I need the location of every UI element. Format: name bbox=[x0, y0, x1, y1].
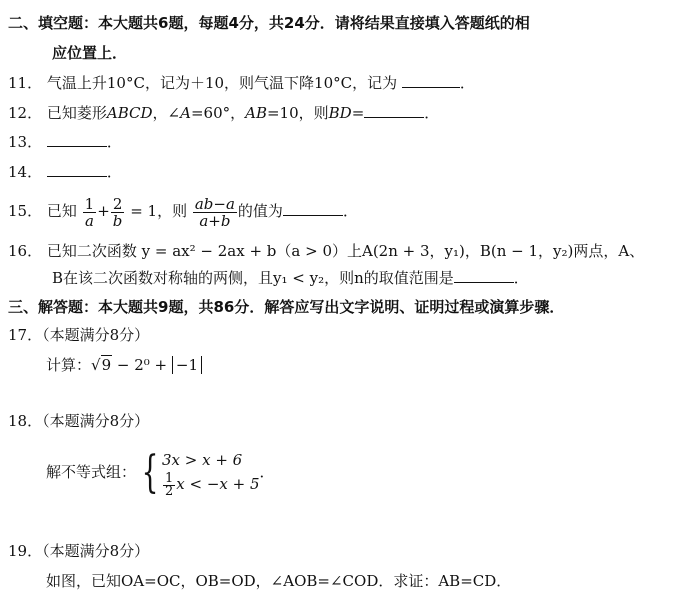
answer-blank bbox=[364, 103, 424, 118]
denominator: b bbox=[112, 211, 123, 230]
fraction-1-over-a bbox=[83, 196, 97, 229]
period: ． bbox=[106, 163, 122, 181]
math-var: BD bbox=[328, 104, 352, 122]
question-number: 13． bbox=[8, 133, 43, 151]
numerator: 1 bbox=[84, 194, 95, 213]
period: ． bbox=[424, 104, 440, 122]
fraction-2-over-b bbox=[111, 196, 125, 229]
question-14 bbox=[8, 162, 122, 182]
question-number: 11． bbox=[8, 74, 43, 92]
question-text: 气温上升10°C，记为＋10，则气温下降10°C，记为 bbox=[46, 74, 398, 92]
text-segment: = 1，则 bbox=[130, 202, 188, 220]
section2-header-line1: 二、填空题：本大题共6题，每题4分，共24分．请将结果直接填入答题纸的相 bbox=[8, 14, 530, 32]
question-text: 已知二次函数 y = ax² − 2ax + b（a > 0）上A(2n + 3，y₁)，B(n − 1，y₂)两点，A、 bbox=[46, 242, 645, 260]
question-19-body: 如图，已知OA=OC，OB=OD，∠AOB=∠COD．求证：AB=CD． bbox=[46, 572, 512, 590]
answer-blank bbox=[454, 268, 514, 283]
question-18-title bbox=[8, 411, 149, 431]
text-segment: =60°， bbox=[190, 104, 246, 122]
question-19-title bbox=[8, 541, 149, 561]
answer-blank bbox=[47, 132, 107, 147]
absolute-value: −1 bbox=[172, 356, 202, 374]
left-brace: { bbox=[141, 447, 159, 498]
question-18-body bbox=[46, 446, 275, 498]
period: ． bbox=[106, 133, 122, 151]
fraction-one-half bbox=[163, 470, 175, 499]
operator: + bbox=[97, 202, 110, 220]
answer-blank bbox=[402, 73, 460, 88]
math-var: AB bbox=[245, 104, 267, 122]
math-var: A bbox=[180, 104, 191, 122]
question-17-title bbox=[8, 325, 149, 345]
period: ． bbox=[459, 74, 475, 92]
question-number: 17． bbox=[8, 326, 43, 344]
question-number: 18． bbox=[8, 412, 43, 430]
math-var: ABCD bbox=[106, 104, 153, 122]
denominator: a bbox=[84, 211, 94, 230]
text-segment: 计算： bbox=[46, 356, 92, 374]
section2-header-line2: 应位置上． bbox=[52, 44, 128, 62]
points-label: （本题满分8分） bbox=[42, 326, 150, 344]
period: ． bbox=[259, 463, 275, 481]
fraction-expression bbox=[193, 196, 237, 229]
text-segment: 解不等式组： bbox=[46, 463, 137, 481]
numerator: 2 bbox=[111, 196, 125, 213]
answer-blank bbox=[283, 201, 343, 216]
period: ． bbox=[342, 202, 358, 220]
question-12 bbox=[8, 103, 439, 123]
text-segment: = bbox=[351, 104, 365, 122]
text-segment: ，∠ bbox=[152, 104, 181, 122]
period: ． bbox=[513, 269, 529, 287]
numerator: ab−a bbox=[194, 194, 235, 213]
question-number: 14． bbox=[8, 163, 43, 181]
question-17-body: 计算：√9 − 2⁰ + −1 bbox=[46, 355, 202, 375]
question-16-line1 bbox=[8, 241, 644, 261]
text-segment: =10，则 bbox=[266, 104, 329, 122]
question-16-line2 bbox=[52, 268, 529, 288]
text-segment: 已知菱形 bbox=[46, 104, 107, 122]
inequality-text: x < −x + 5 bbox=[176, 475, 260, 494]
text-segment: 已知 bbox=[46, 202, 77, 220]
denominator: a+b bbox=[199, 211, 231, 230]
answer-blank bbox=[47, 162, 107, 177]
text-segment: − 2⁰ + bbox=[112, 356, 172, 374]
question-15 bbox=[8, 193, 358, 229]
points-label: （本题满分8分） bbox=[42, 542, 150, 560]
section3-header: 三、解答题：本大题共9题，共86分．解答应写出文字说明、证明过程或演算步骤． bbox=[8, 298, 565, 316]
numerator: 1 bbox=[165, 470, 174, 486]
text-segment: 的值为 bbox=[237, 202, 283, 220]
inequality-row-1: 3x > x + 6 bbox=[162, 451, 243, 470]
question-13 bbox=[8, 132, 122, 152]
points-label: （本题满分8分） bbox=[42, 412, 150, 430]
question-number: 16． bbox=[8, 242, 43, 260]
question-number: 15． bbox=[8, 202, 43, 220]
question-number: 19． bbox=[8, 542, 43, 560]
sqrt-radicand: 9 bbox=[101, 356, 112, 374]
inequality-row-2 bbox=[162, 472, 260, 498]
question-text: B在该二次函数对称轴的两侧，且y₁ < y₂，则n的取值范围是 bbox=[52, 269, 454, 287]
question-number: 12． bbox=[8, 104, 43, 122]
denominator: 2 bbox=[165, 483, 174, 499]
question-11 bbox=[8, 73, 475, 93]
inequality-system bbox=[162, 448, 260, 498]
